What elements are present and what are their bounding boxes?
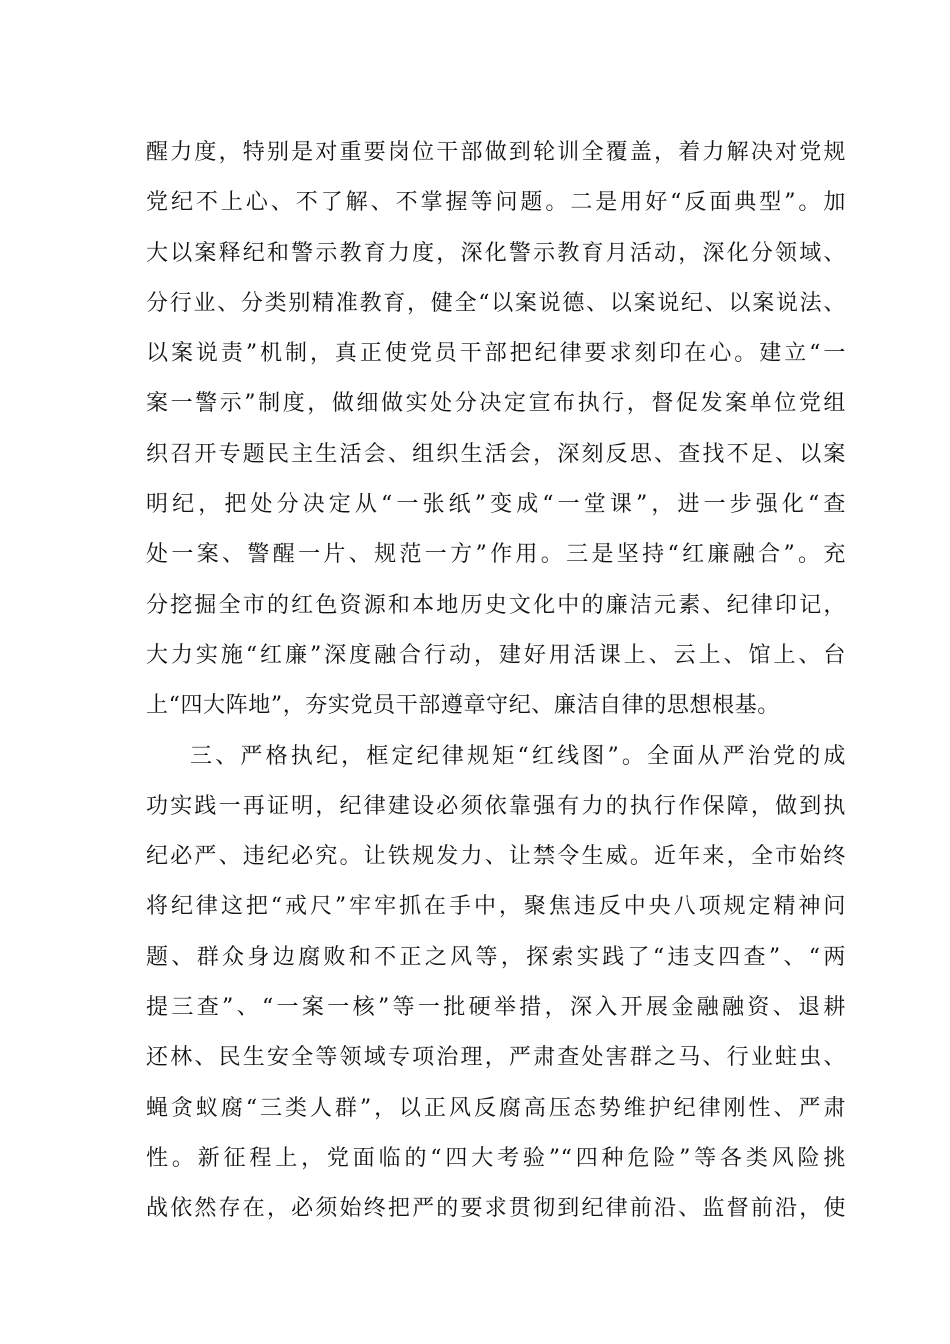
text-line: 大以案释纪和警示教育力度，深化警示教育月活动，深化分领域、 xyxy=(146,240,846,266)
text-line: 分行业、分类别精准教育，健全“以案说德、以案说纪、以案说法、 xyxy=(146,290,846,316)
text-line: 纪必严、违纪必究。让铁规发力、让禁令生威。近年来，全市始终 xyxy=(146,844,846,870)
text-line: 大力实施“红廉”深度融合行动，建好用活课上、云上、馆上、台 xyxy=(146,642,846,668)
paragraph-first-line: 三、严格执纪，框定纪律规矩“红线图”。全面从严治党的成 xyxy=(190,743,846,769)
text-line: 以案说责”机制，真正使党员干部把纪律要求刻印在心。建立“一 xyxy=(146,341,846,367)
text-line: 提三查”、“一案一核”等一批硬举措，深入开展金融融资、退耕 xyxy=(146,995,846,1021)
paragraph-end-line: 上“四大阵地”，夯实党员干部遵章守纪、廉洁自律的思想根基。 xyxy=(146,693,780,719)
text-line: 党纪不上心、不了解、不掌握等问题。二是用好“反面典型”。加 xyxy=(146,190,846,216)
text-line: 还林、民生安全等领域专项治理，严肃查处害群之马、行业蛀虫、 xyxy=(146,1045,846,1071)
text-line: 织召开专题民主生活会、组织生活会，深刻反思、查找不足、以案 xyxy=(146,441,846,467)
text-line: 醒力度，特别是对重要岗位干部做到轮训全覆盖，着力解决对党规 xyxy=(146,140,846,165)
text-line: 题、群众身边腐败和不正之风等，探索实践了“违支四查”、“两 xyxy=(146,944,846,970)
text-line: 性。新征程上，党面临的“四大考验”“四种危险”等各类风险挑 xyxy=(146,1145,846,1171)
document-body xyxy=(146,128,846,1235)
text-line: 将纪律这把“戒尺”牢牢抓在手中，聚焦违反中央八项规定精神问 xyxy=(146,894,846,920)
text-line: 功实践一再证明，纪律建设必须依靠强有力的执行作保障，做到执 xyxy=(146,793,846,819)
text-line: 明纪，把处分决定从“一张纸”变成“一堂课”，进一步强化“查 xyxy=(146,492,846,518)
text-line: 处一案、警醒一片、规范一方”作用。三是坚持“红廉融合”。充 xyxy=(146,542,846,568)
text-line: 分挖掘全市的红色资源和本地历史文化中的廉洁元素、纪律印记， xyxy=(146,592,846,618)
text-line: 蝇贪蚁腐“三类人群”，以正风反腐高压态势维护纪律刚性、严肃 xyxy=(146,1095,846,1121)
text-line: 战依然存在，必须始终把严的要求贯彻到纪律前沿、监督前沿，使 xyxy=(146,1196,846,1222)
text-line: 案一警示”制度，做细做实处分决定宣布执行，督促发案单位党组 xyxy=(146,391,846,417)
